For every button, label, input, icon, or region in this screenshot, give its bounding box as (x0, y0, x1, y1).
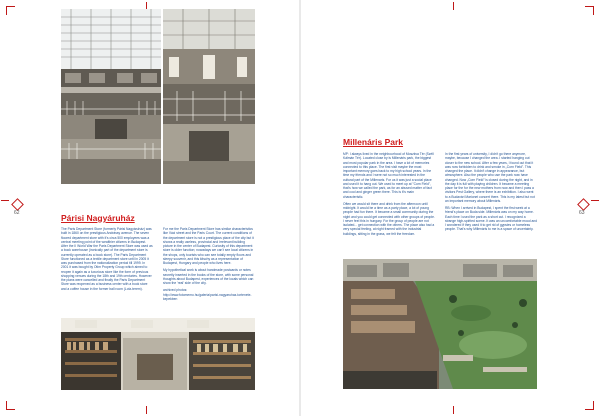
paragraph: In the first years of university, I didn't go there anymore, maybe, because I changed the area. I started hanging out closer to the new school. After a few years, I found out that it was now forbidden to drink and smoke in „Corn Field". This changed the place. It didn't change in appearance, but atmosphere. Also the people who use the park now have changed. Now „Corn Field" is closed during the night, and in the day it is full with playing children. It became a meeting place for the for the new mothers from now and then I pass a visitors Pest Gallery, where there is an exhibition. I also went to a Budavári Marionet concert there. This is my latest but not an important memory about Millenáris. (445, 152, 535, 203)
crop-mark-bottom-right (585, 401, 594, 410)
paragraph: Often we would sit there and drink from the afternoon until midnight. It would be a time as a party place, a lot of young people had fun there. It became a small community during the night and you could get connected with other groups of people. I never feel this in hungary. For the group of people are not isolated... get connection with the others. The place also had a very special feeling, at night framed with the industrial buildings, sitting in the grass, we felt the freedom. (343, 201, 435, 236)
crop-mark-top-right (585, 6, 594, 15)
page-marker-right (577, 198, 590, 211)
page-number-right: 63 (579, 210, 585, 216)
crop-mark-bottom-left (6, 401, 15, 410)
center-mark-right-edge (591, 200, 599, 201)
crop-mark-top-left (6, 6, 15, 15)
paragraph: For me the Paris Department Store has similar characteristics like Váci street and the Paris Court. The current conditions of the department store is not a prestigious place of the city but it shows a really useless, provincial and irrelevant building picture in the center of Budapest. Curiosity of this department store is older function; nowadays we can't see local citizens in the shops, only tourists who can see totally empty floors and sleepy souvenir, and this kitschy as a representation of Budapest, Hungary and people who lives here. (163, 227, 254, 265)
center-mark-bottom-right-page (453, 406, 454, 414)
heading-parisi-nagyaruhaz: Párisi Nagyáruház (61, 213, 135, 223)
text-column-left-2 (163, 227, 255, 317)
paragraph: RB: When I arrived in Budapest, I spent the first week at a friend's place on Buda side. Millenáris was on my way home. Each time I used the park as a short cut. I recognized a strange high-spirited scene. It was an uncomfortable mood and I wondered if they used it to get rid of gypsies or homeless people. That's why Millenáris to me is a space of uncertainty. (445, 206, 537, 232)
photo-book-store-shelves (61, 318, 255, 390)
text-column-right-1 (343, 152, 435, 256)
center-mark-top-right-page (453, 2, 454, 10)
link-text: http://www.fotomemo.hu/galeria/parisi-nagyaruhaz-tortenete-kepekben (163, 292, 252, 301)
center-mark-bottom-left-page (146, 406, 147, 414)
paragraph: My hypothetical work is about handmade postcards or notes secretly inserted in the books of the store, with some personal thoughts about Budapest, experiences of the locals which can show the 'real' side of the city. (163, 268, 254, 285)
paragraph: archived photos: (163, 288, 188, 293)
page-number-left: 62 (14, 210, 20, 216)
page-marker-left (11, 198, 24, 211)
paragraph: The Paris Department Store (formerly Párisi Nagyáruház) was built in 1860 on the prestigious Andrássy avenue. The seven floored department store with it's circa 500 employees was a central meeting point of the wealthier citizens in Budapest. After the II World War the Paris Department Store was used as a book warehouse (ironically part of the department store is currently operated as a book store). The Paris Department Store functioned as a textile department store until in 2005 it was purchased from the nationalization period till 1999. In 2001 it was bought by Otim Property Group which aimed to reopen it again as a luxurious store like the form of previous shopping venues during the 18th and 19th centuries. However the plans were cancelled and finally the Paris Department Store was reopened as a business center with a book store and a coffee house in the former ball room (Lotz-terem). (61, 227, 153, 291)
photo-department-store-atrium-right (163, 9, 255, 184)
text-column-left-1 (61, 227, 153, 315)
page-gutter (299, 0, 301, 416)
center-mark-left-edge (1, 200, 9, 201)
paragraph: MP: I always lived in the neighbourhood of Moszkva Tér (Széll Kálmán Tér). Located close by is Millenáris park, the biggest and most popular park in the area. I have a lot of memories connected to this place. The first visit maybe the most important memory goes back to my high school years. In the time my friends and I were not so much interested in the cultural part of the Millenaris. For us it was just a social place and used it to hang out. We used to meet up at "Corn Field", that's how we called the park, as for an abused matter of fact and cool and ginger green there. This is it's main characteristic. (343, 152, 434, 199)
photo-department-store-atrium-left (61, 9, 161, 184)
text-column-right-2 (445, 152, 537, 256)
photo-millenaris-park-aerial (343, 259, 537, 389)
heading-millenaris-park: Millenáris Park (343, 137, 404, 147)
